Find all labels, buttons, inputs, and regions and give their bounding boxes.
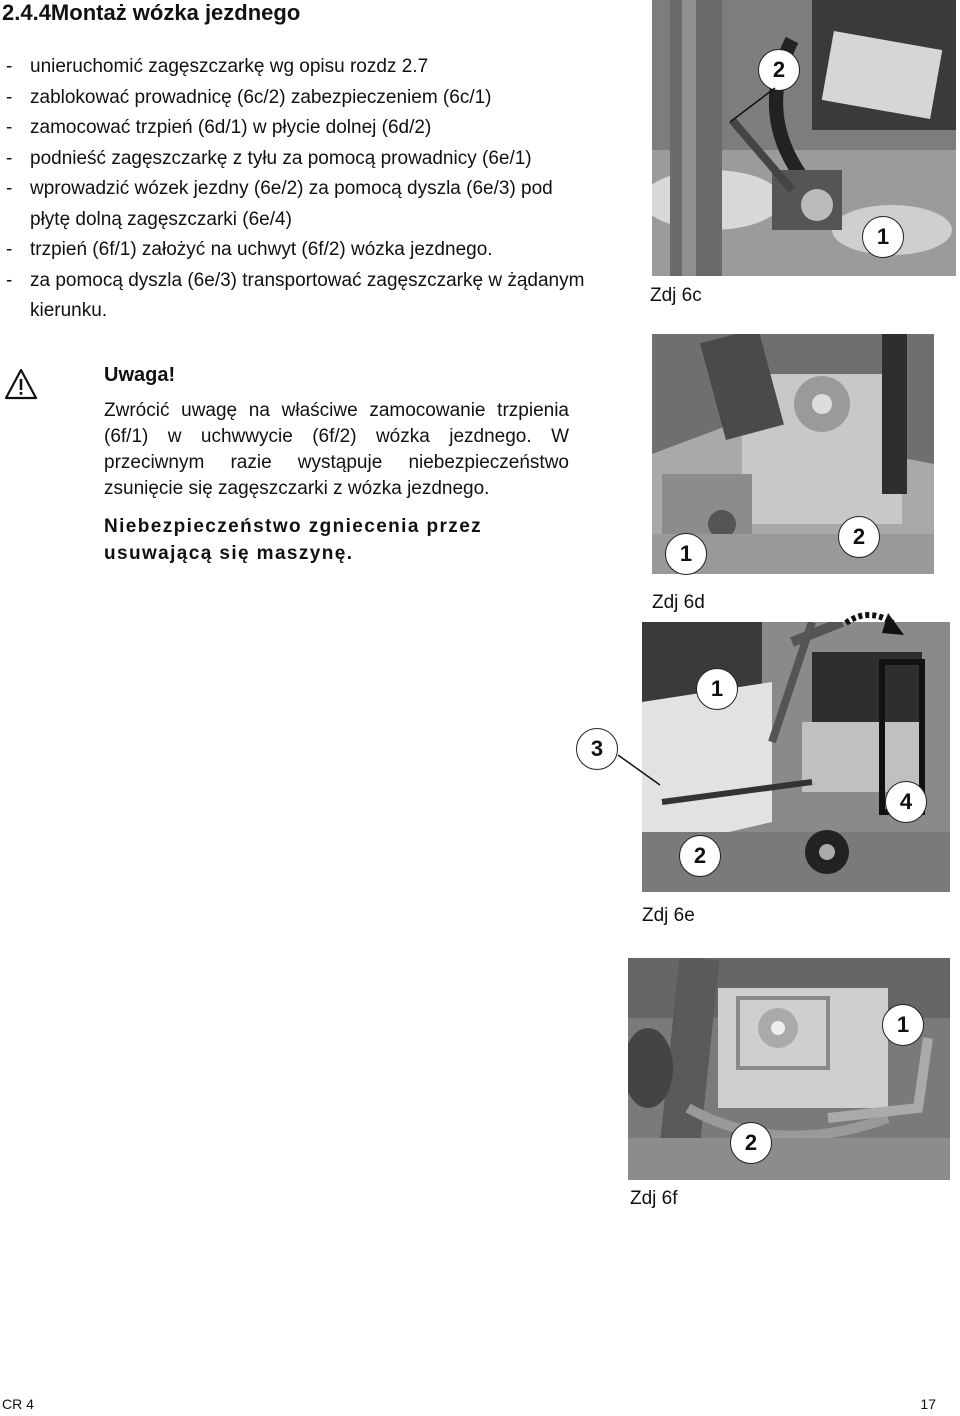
callout-6e-3: 3 [576,728,618,770]
list-item [6,235,586,266]
photo-6c [652,0,956,276]
warning-body: Zwrócić uwagę na właściwe zamocowanie trzpienia (6f/1) w uchwwycie (6f/2) wózka jezdnego. W przeciwnym razie wystąpuje niebezpieczeństwo zsunięcie się zagęszczarki z wózka jezdnego. [104,400,569,499]
callout-6e-4: 4 [885,781,927,823]
callout-6c-2: 2 [758,49,800,91]
step-text: wprowadzić wózek jezdny (6e/2) za pomocą dyszla (6e/3) pod płytę dolną zagęszczarki (6e/4) [30,178,553,230]
step-text: zamocować trzpień (6d/1) w płycie dolnej (6d/2) [30,117,432,138]
caption-6e: Zdj 6e [642,905,695,926]
list-item [6,266,586,327]
photo-6f [628,958,950,1180]
list-dash: - [6,239,13,260]
step-text: podnieść zagęszczarkę z tyłu za pomocą prowadnicy (6e/1) [30,147,532,169]
footer-page-number: 17 [920,1396,936,1412]
list-item [6,113,586,144]
step-text: za pomocą dyszla (6e/3) transportować zagęszczarkę w żądanym kierunku. [30,269,585,321]
rotation-arrow-icon [838,605,908,645]
list-item [6,83,586,114]
callout-6e-2: 2 [679,835,721,877]
list-item [6,174,586,235]
section-title: 2.4.4Montaż wózka jezdnego [2,0,301,25]
list-item [6,52,586,83]
warning-title: Uwaga! [104,364,176,386]
callout-6d-2: 2 [838,516,880,558]
instruction-list [6,52,586,327]
list-dash: - [6,147,13,169]
caption-6c: Zdj 6c [650,285,702,306]
callout-leader-lines [720,80,800,260]
step-text: zablokować prowadnicę (6c/2) zabezpieczeniem (6c/1) [30,86,492,108]
caption-6f: Zdj 6f [630,1188,678,1209]
caption-6d: Zdj 6d [652,592,705,613]
step-text: trzpień (6f/1) założyć na uchwyt (6f/2) wózka jezdnego. [30,239,493,260]
list-dash: - [6,86,13,108]
warning-triangle-icon [4,368,38,400]
footer-model: CR 4 [2,1396,34,1412]
callout-6d-1: 1 [665,533,707,575]
callout-6e-1: 1 [696,668,738,710]
danger-notice: Niebezpieczeństwo zgniecenia przez usuwającą się maszynę. [104,516,483,564]
list-dash: - [6,269,13,291]
callout-6f-2: 2 [730,1122,772,1164]
callout-6f-1: 1 [882,1004,924,1046]
step-text: unieruchomić zagęszczarkę wg opisu rozdz 2.7 [30,56,429,77]
callout-6c-1: 1 [862,216,904,258]
list-dash: - [6,117,13,138]
list-dash: - [6,178,13,199]
list-item [6,144,586,175]
callout-leader-lines [600,745,720,845]
list-dash: - [6,56,13,77]
